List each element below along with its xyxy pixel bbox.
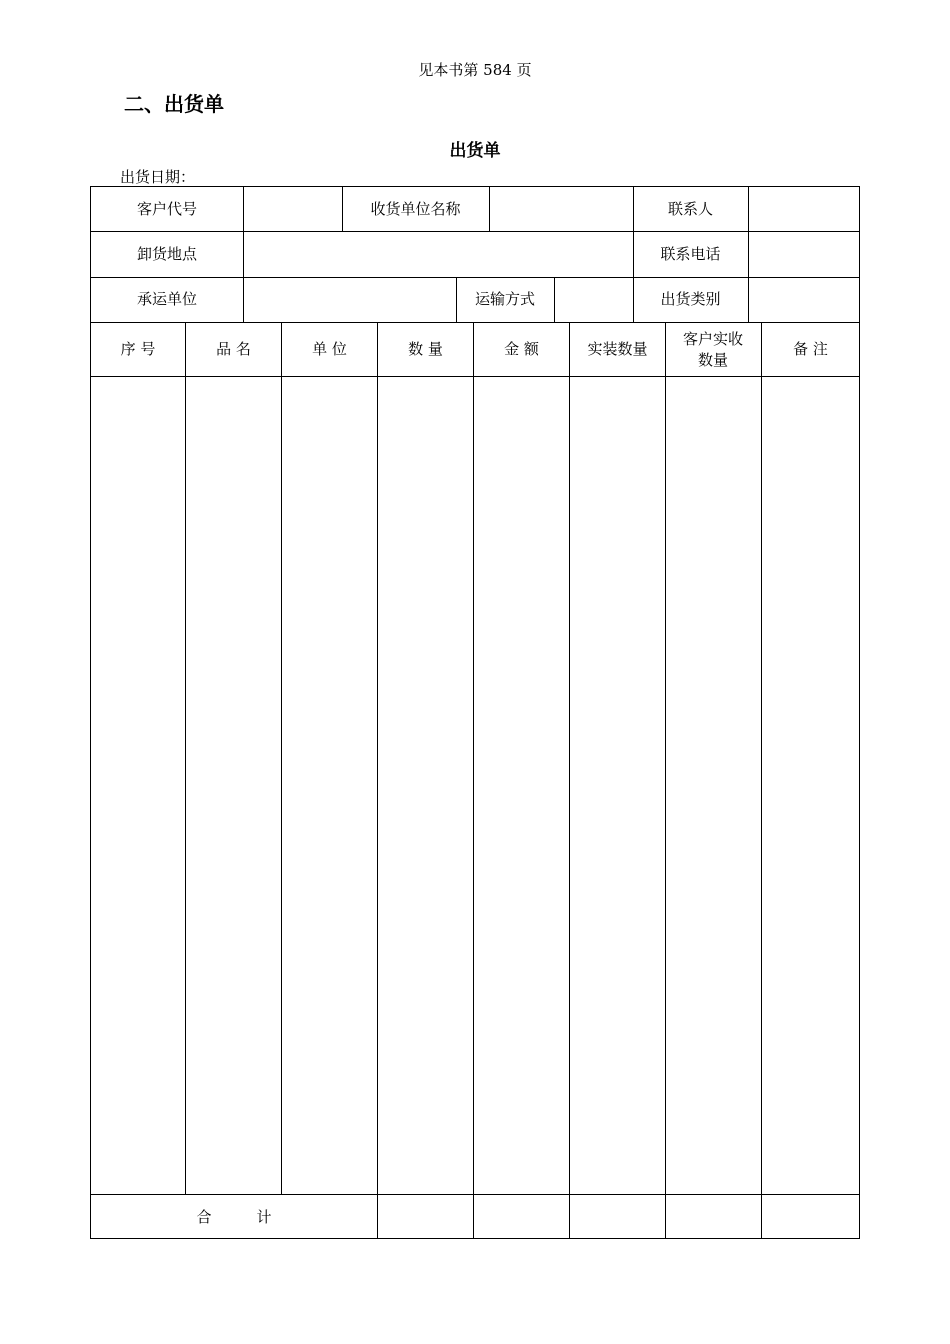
contact-field[interactable]: [749, 187, 859, 231]
page-reference: 见本书第 584 页: [418, 61, 532, 79]
section-title: 二、出货单: [124, 92, 224, 116]
consignee-label: 收货单位名称: [370, 199, 461, 218]
carrier-label: 承运单位: [136, 290, 197, 308]
total-label: 合 计: [196, 1207, 272, 1226]
column-header-remarks: 备 注: [793, 340, 828, 358]
total-amount-field[interactable]: [474, 1195, 569, 1239]
unload-place-field[interactable]: [244, 231, 633, 277]
total-received-field[interactable]: [666, 1195, 761, 1239]
transport-label: 运输方式: [474, 290, 535, 308]
column-header-index: 序 号: [120, 340, 156, 358]
consignee-field[interactable]: [490, 187, 633, 231]
phone-field[interactable]: [749, 231, 859, 277]
item-entry-area[interactable]: [91, 377, 859, 1194]
column-header-amount: 金 额: [504, 340, 539, 358]
column-header-unit: 单 位: [312, 340, 347, 358]
total-remarks-field[interactable]: [762, 1195, 859, 1239]
column-header-received-qty: 客户实收数量: [682, 329, 743, 369]
phone-label: 联系电话: [660, 244, 721, 263]
shipment-type-field[interactable]: [749, 277, 859, 322]
transport-field[interactable]: [555, 277, 633, 322]
total-quantity-field[interactable]: [378, 1195, 473, 1239]
carrier-field[interactable]: [244, 277, 456, 322]
customer-code-label: 客户代号: [136, 199, 197, 218]
column-header-packed-qty: 实装数量: [587, 340, 648, 358]
customer-code-field[interactable]: [244, 187, 342, 231]
total-packed-field[interactable]: [570, 1195, 665, 1239]
column-header-quantity: 数 量: [408, 340, 443, 358]
contact-label: 联系人: [667, 199, 713, 218]
ship-date-label: 出货日期：: [120, 168, 196, 186]
shipment-form-table: [90, 186, 860, 1239]
form-title: 出货单: [449, 141, 501, 161]
shipment-type-label: 出货类别: [660, 290, 721, 308]
column-header-product: 品 名: [216, 340, 251, 358]
unload-place-label: 卸货地点: [136, 244, 197, 263]
